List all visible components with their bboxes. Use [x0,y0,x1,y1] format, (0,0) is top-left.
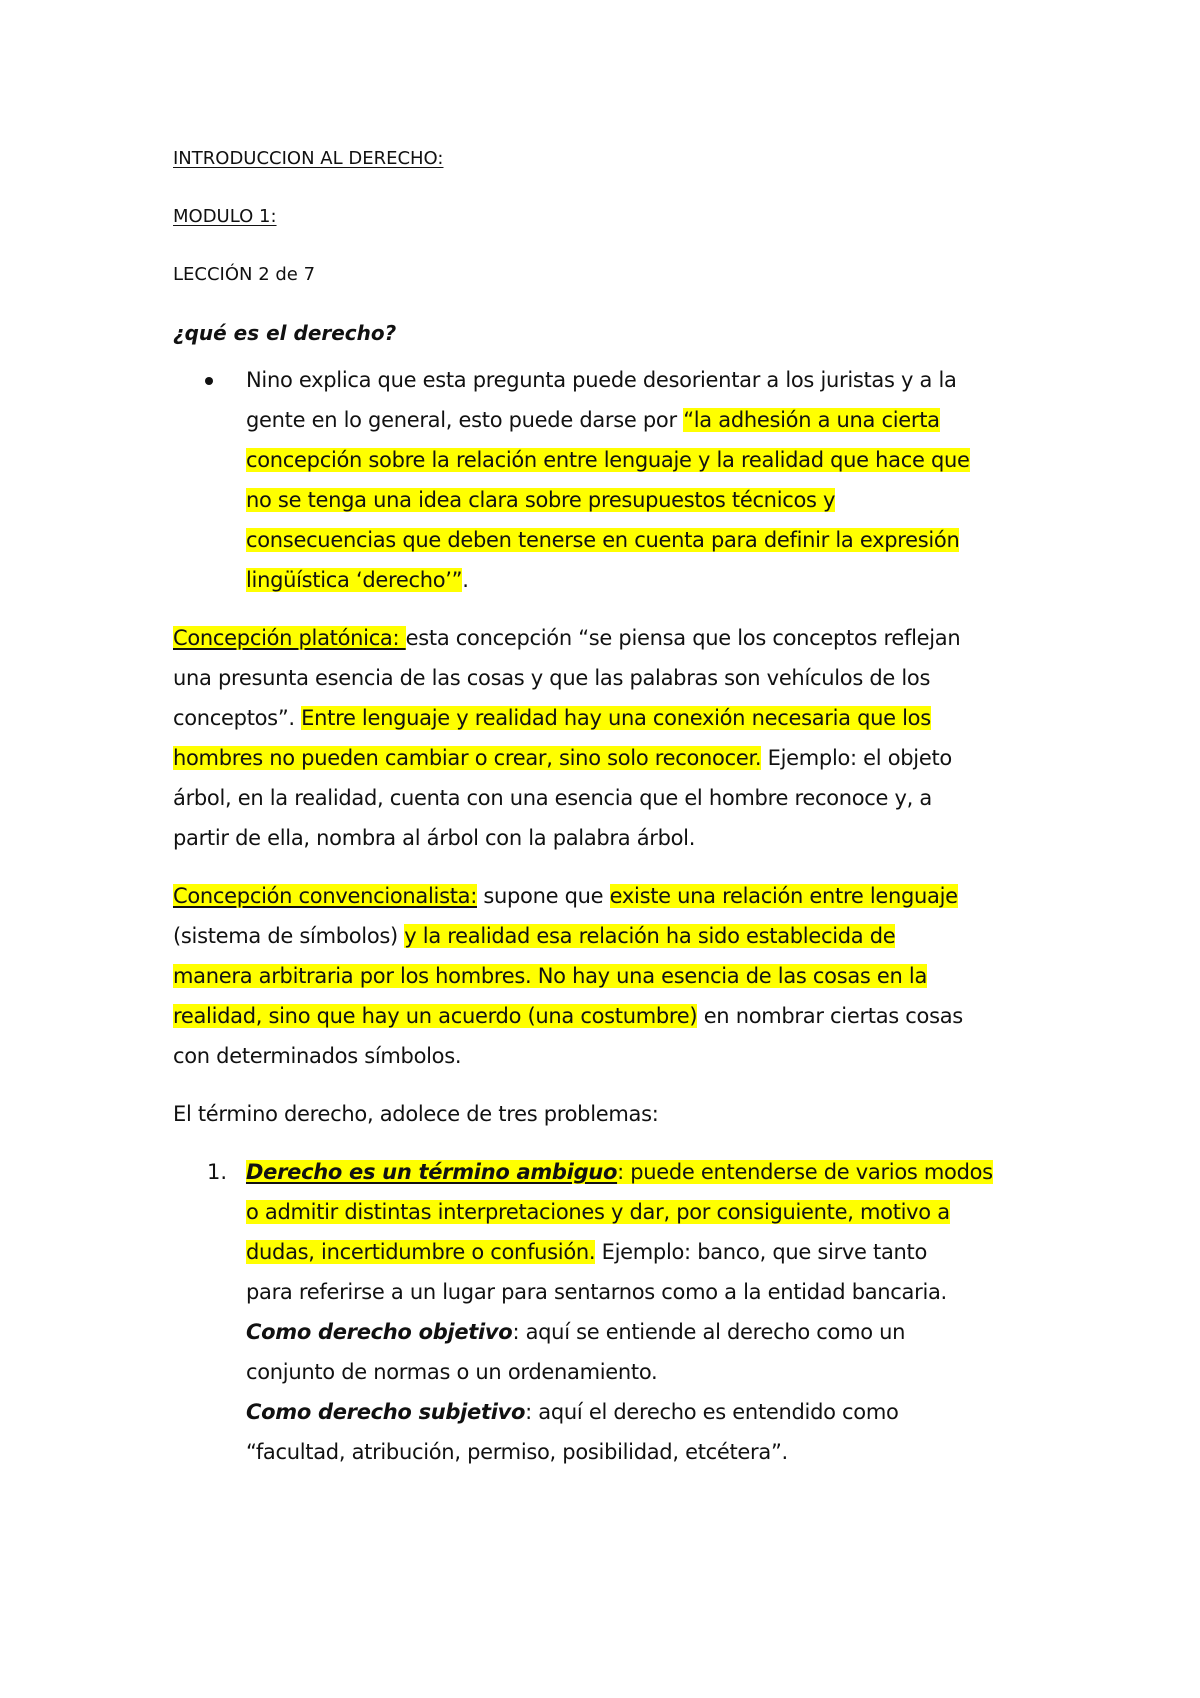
item-colon: : [617,1160,624,1184]
paragraph-text: en nombrar ciertas cosas [697,1004,963,1028]
highlight-text: manera arbitraria por los hombres. No hay una esencia de las cosas en la [173,964,928,988]
convencionalista-label: Concepción convencionalista: [173,884,477,908]
bullet-item [173,360,1053,600]
termino-paragraph [173,1094,1053,1134]
highlight-text: y la realidad esa relación ha sido establecida de [404,924,896,948]
bullet-line: Nino explica que esta pregunta puede desorientar a los juristas y a la [246,368,957,392]
paragraph-text: con determinados símbolos. [173,1044,462,1068]
highlight-text: no se tenga una idea clara sobre presupuestos técnicos y [246,488,836,512]
lesson-label: LECCIÓN 2 de 7 [173,264,316,285]
numbered-item [173,1152,1053,1472]
bullet-dot-icon [205,377,213,385]
paragraph-text: árbol, en la realidad, cuenta con una esencia que el hombre reconoce y, a [173,786,932,810]
highlight-text: concepción sobre la relación entre lenguaje y la realidad que hace que [246,448,970,472]
paragraph-text: “facultad, atribución, permiso, posibilidad, etcétera”. [246,1440,788,1464]
convencionalista-paragraph [173,876,1053,1076]
highlight-text: o admitir distintas interpretaciones y dar, por consiguiente, motivo a [246,1200,950,1224]
paragraph-text: para referirse a un lugar para sentarnos como a la entidad bancaria. [246,1280,947,1304]
highlight-text: dudas, incertidumbre o confusión. [246,1240,596,1264]
item-title: Derecho es un término ambiguo [246,1160,618,1184]
highlight-text: hombres no pueden cambiar o crear, sino solo reconocer. [173,746,762,770]
highlight-text: consecuencias que deben tenerse en cuenta para definir la expresión [246,528,960,552]
platonica-paragraph [173,618,1053,858]
paragraph-text: conceptos”. [173,706,302,730]
paragraph-text: supone que [477,884,610,908]
paragraph-text: Ejemplo: banco, que sirve tanto [595,1240,928,1264]
bullet-line: . [462,568,469,592]
paragraph-text: El término derecho, adolece de tres problemas: [173,1102,659,1126]
platonica-label: Concepción platónica: [173,626,406,650]
item-number: 1. [207,1160,228,1184]
highlight-text: lingüística ‘derecho’” [246,568,463,592]
bullet-marker [173,360,246,400]
highlight-text: realidad, sino que hay un acuerdo (una costumbre) [173,1004,698,1028]
module-title: MODULO 1: [173,206,277,227]
highlight-text: existe una relación entre lenguaje [609,884,958,908]
paragraph-text: conjunto de normas o un ordenamiento. [246,1360,658,1384]
paragraph-text: una presunta esencia de las cosas y que las palabras son vehículos de los [173,666,931,690]
objetivo-label: Como derecho objetivo [246,1320,513,1344]
paragraph-text: (sistema de símbolos) [173,924,405,948]
paragraph-text: : aquí el derecho es entendido como [525,1400,899,1424]
course-title: INTRODUCCION AL DERECHO: [173,148,444,169]
paragraph-text: partir de ella, nombra al árbol con la palabra árbol. [173,826,696,850]
paragraph-text: : aquí se entiende al derecho como un [512,1320,906,1344]
highlight-text: Entre lenguaje y realidad hay una conexión necesaria que los [301,706,931,730]
paragraph-text: Ejemplo: el objeto [761,746,952,770]
highlight-text: “la adhesión a una cierta [683,408,940,432]
bullet-line: gente en lo general, esto puede darse por [246,408,684,432]
paragraph-text: esta concepción “se piensa que los conceptos reflejan [405,626,961,650]
highlight-text: puede entenderse de varios modos [623,1160,993,1184]
subjetivo-label: Como derecho subjetivo [246,1400,526,1424]
document-page [173,146,1053,1472]
question-heading: ¿qué es el derecho? [173,321,397,345]
